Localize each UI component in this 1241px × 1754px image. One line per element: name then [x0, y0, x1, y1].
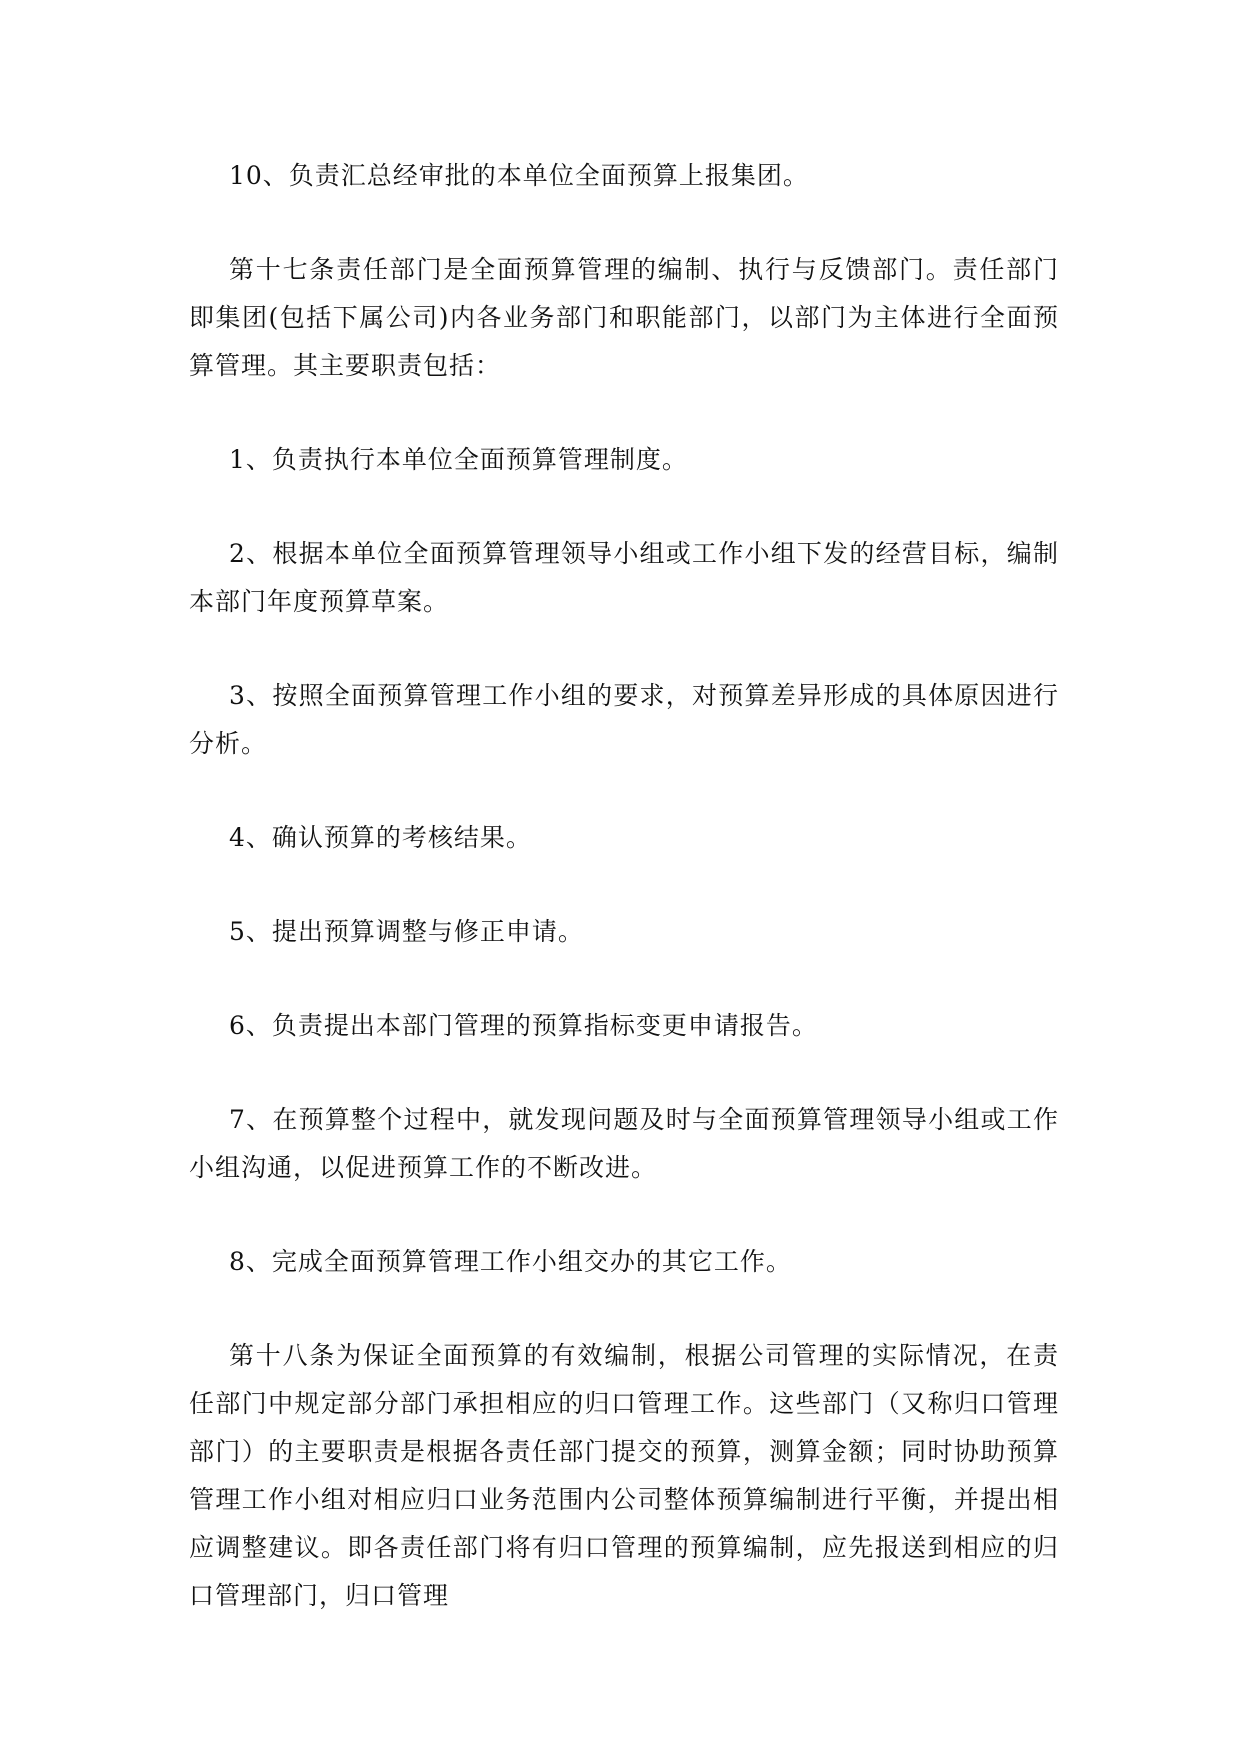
paragraph-article-18: 第十八条为保证全面预算的有效编制，根据公司管理的实际情况，在责任部门中规定部分部门承担相应的归口管理工作。这些部门（又称归口管理部门）的主要职责是根据各责任部门提交的预算，测算金额；同时协助预算管理工作小组对相应归口业务范围内公司整体预算编制进行平衡，并提出相应调整建议。即各责任部门将有归口管理的预算编制，应先报送到相应的归口管理部门，归口管理 [189, 1341, 1059, 1610]
paragraph-item-3: 3、按照全面预算管理工作小组的要求，对预算差异形成的具体原因进行分析。 [189, 681, 1059, 758]
paragraph-item-8: 8、完成全面预算管理工作小组交办的其它工作。 [229, 1247, 792, 1276]
paragraph-item-1: 1、负责执行本单位全面预算管理制度。 [229, 445, 688, 474]
document-body [189, 152, 1059, 1666]
paragraph-item-6: 6、负责提出本部门管理的预算指标变更申请报告。 [229, 1011, 818, 1040]
paragraph-article-17: 第十七条责任部门是全面预算管理的编制、执行与反馈部门。责任部门即集团(包括下属公司)内各业务部门和职能部门，以部门为主体进行全面预算管理。其主要职责包括： [189, 255, 1059, 380]
paragraph-item-2: 2、根据本单位全面预算管理领导小组或工作小组下发的经营目标，编制本部门年度预算草案。 [189, 539, 1059, 616]
paragraph-item-4: 4、确认预算的考核结果。 [229, 823, 532, 852]
paragraph-item-5: 5、提出预算调整与修正申请。 [229, 917, 584, 946]
paragraph-item-10: 10、负责汇总经审批的本单位全面预算上报集团。 [229, 161, 809, 190]
paragraph-item-7: 7、在预算整个过程中，就发现问题及时与全面预算管理领导小组或工作小组沟通，以促进预算工作的不断改进。 [189, 1105, 1059, 1182]
